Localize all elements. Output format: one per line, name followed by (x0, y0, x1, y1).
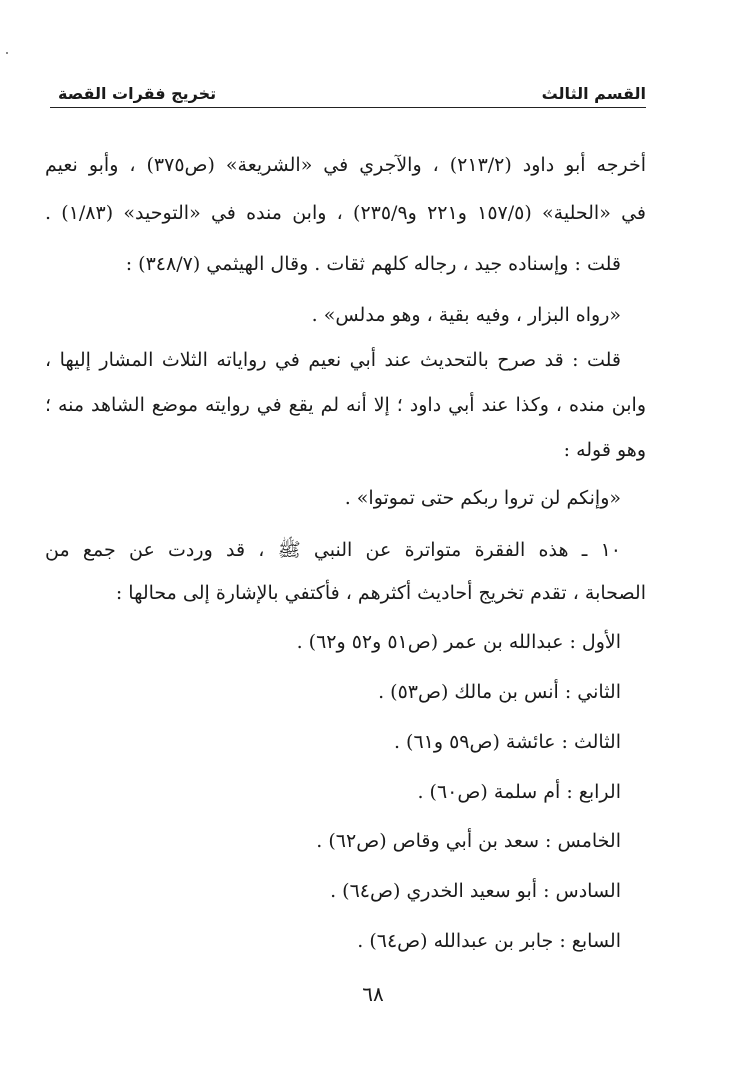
text-line: في «الحلية» (١٥٧/٥ و٢٢١ و٢٣٥/٩) ، وابن منده في «التوحيد» (١/٨٣) . (45, 202, 646, 224)
text-line: ١٠ ـ هذه الفقرة متواترة عن النبي ﷺ ، قد وردت عن جمع من (45, 539, 621, 561)
list-item: الثالث : عائشة (ص٥٩ و٦١) . (393, 731, 621, 753)
running-header (50, 72, 646, 108)
text-line: قلت : قد صرح بالتحديث عند أبي نعيم في رواياته الثلاث المشار إليها ، (45, 349, 621, 371)
quote-line: «رواه البزار ، وفيه بقية ، وهو مدلس» . (311, 304, 621, 326)
text-line: أخرجه أبو داود (٢١٣/٢) ، والآجري في «الشريعة» (ص٣٧٥) ، وأبو نعيم (45, 154, 646, 176)
text-line: الصحابة ، تقدم تخريج أحاديث أكثرهم ، فأكتفي بالإشارة إلى محالها : (115, 582, 646, 604)
text-line: وهو قوله : (563, 439, 646, 461)
list-item: الرابع : أم سلمة (ص٦٠) . (417, 781, 621, 803)
list-item: الخامس : سعد بن أبي وقاص (ص٦٢) . (316, 830, 621, 852)
quote-line: «وإنكم لن تروا ربكم حتى تموتوا» . (344, 487, 621, 509)
margin-mark (6, 52, 8, 54)
list-item: السابع : جابر بن عبدالله (ص٦٤) . (357, 930, 621, 952)
section-title: القسم الثالث (541, 84, 646, 103)
list-item: الثاني : أنس بن مالك (ص٥٣) . (378, 681, 621, 703)
text-line: قلت : وإسناده جيد ، رجاله كلهم ثقات . وقال الهيثمي (٣٤٨/٧) : (125, 253, 621, 275)
list-item: الأول : عبدالله بن عمر (ص٥١ و٥٢ و٦٢) . (296, 631, 621, 653)
book-title: تخريج فقرات القصة (58, 84, 217, 103)
page-number: ٦٨ (362, 982, 384, 1006)
text-line: وابن منده ، وكذا عند أبي داود ؛ إلا أنه لم يقع في روايته موضع الشاهد منه ؛ (45, 394, 646, 416)
list-item: السادس : أبو سعيد الخدري (ص٦٤) . (330, 880, 621, 902)
